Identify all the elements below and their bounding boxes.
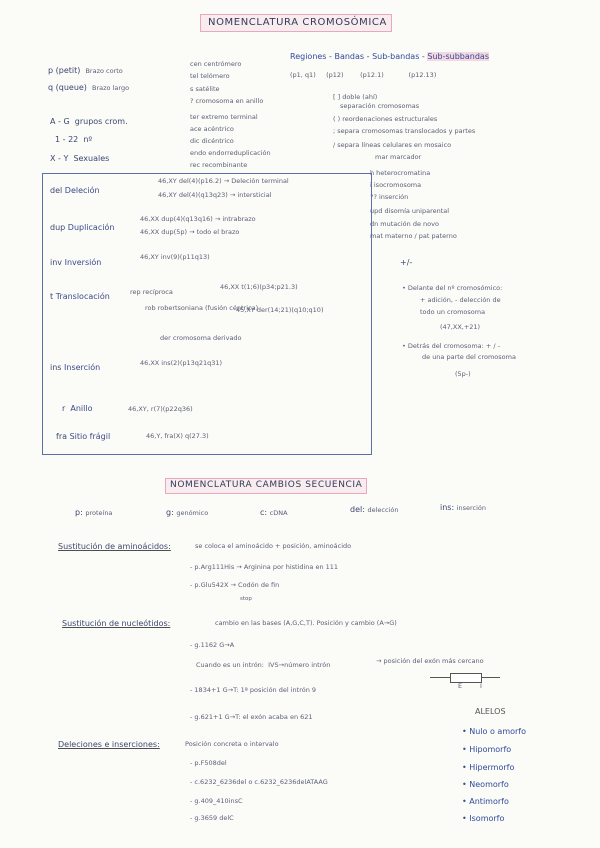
row-del-ex2: 46,XY del(4)(q13q23) → intersticial (158, 191, 272, 199)
del-item-1: - c.6232_6236del o c.6232_6236delATAAG (190, 778, 328, 786)
row-ins-ex1: 46,XX ins(2)(p13q21q31) (140, 359, 223, 367)
deletions-head: Deleciones e inserciones: (58, 740, 160, 749)
mid-endo: endo endorreduplicación (190, 149, 271, 157)
bullet2-ex: (5p-) (455, 370, 471, 378)
note-5: mar marcador (375, 153, 422, 161)
mid-dic: dic dicéntrico (190, 137, 234, 145)
alelo-5: • Isomorfo (462, 814, 505, 823)
exon-diagram: E I (430, 672, 500, 684)
sust-aa-stop: stop (240, 596, 252, 602)
del-item-0: - p.F508del (190, 759, 227, 767)
row-del: del Deleción (50, 186, 100, 195)
arm-q: q (queue) Brazo largo (48, 83, 130, 92)
alelo-4: • Antimorfo (462, 797, 509, 806)
mid-rec: rec recombinante (190, 161, 248, 169)
section-title-2: NOMENCLATURA CAMBIOS SECUENCIA (170, 480, 363, 490)
alelos-title: ALELOS (475, 707, 506, 716)
note-2: ( ) reordenaciones estructurales (333, 115, 438, 123)
mid-ring: ? cromosoma en anillo (190, 97, 264, 105)
row-inv-ex1: 46,XY inv(9)(p11q13) (140, 253, 210, 261)
row-ins: ins Inserción (50, 363, 101, 372)
note-4: / separa líneas celulares en mosaico (333, 141, 452, 149)
row-dup-ex2: 46,XX dup(5p) → todo el brazo (140, 228, 240, 236)
row-t: t Translocación (50, 292, 110, 301)
sust-nt-ex3: - g.621+1 G→T: el exón acaba en 621 (190, 713, 313, 721)
bullet2-a: de una parte del cromosoma (422, 353, 516, 361)
row-inv: inv Inversión (50, 258, 102, 267)
mid-s: s satélite (190, 85, 220, 93)
bullet1-a: + adición, - delección de (420, 296, 501, 304)
row-dup: dup Duplicación (50, 223, 115, 232)
sust-aa-head: Sustitución de aminoácidos: (58, 542, 171, 551)
mid-ter: ter extremo terminal (190, 113, 258, 121)
sust-nt-ex1: - g.1162 G→A (190, 641, 235, 649)
sust-aa-desc: se coloca el aminoácido + posición, aminoácido (195, 542, 352, 550)
row-dup-ex1: 46,XX dup(4)(q13q16) → intrabrazo (140, 215, 256, 223)
legend-p: p: proteína (75, 508, 113, 517)
row-der: der cromosoma derivado (160, 334, 242, 342)
sust-nt-head: Sustitución de nucleótidos: (62, 619, 171, 628)
alelo-1: • Hipomorfo (462, 745, 512, 754)
note-11: mat materno / pat paterno (370, 232, 457, 240)
row-fra-ex1: 46,Y, fra(X) q(27.3) (146, 432, 209, 440)
row-fra: fra Sitio frágil (56, 432, 111, 441)
row-t-ex2: 46,XX t(1;6)(p34;p21.3) (220, 283, 298, 291)
legend-ins: ins: inserción (440, 503, 487, 512)
note-3: ; separa cromosomas translocados y partes (333, 127, 476, 135)
note-8: ?? inserción (370, 193, 409, 201)
sust-nt-intron: Cuando es un intrón: IVS→número intrón (196, 661, 331, 669)
sust-aa-ex1: - p.Arg111His → Arginina por histidina en 111 (190, 563, 339, 571)
legend-c: c: cDNA (260, 508, 288, 517)
sust-nt-ex2: - 1834+1 G→T: 1ª posición del intrón 9 (190, 686, 317, 694)
signs: +/- (400, 258, 413, 267)
alelo-3: • Neomorfo (462, 780, 509, 789)
bullet1-b: todo un cromosoma (420, 308, 486, 316)
note-0: [ ] doble (ahí) (333, 93, 378, 101)
group-sex: X - Y Sexuales (50, 154, 110, 163)
mid-tel: tel telómero (190, 72, 230, 80)
del-item-3: - g.3659 delC (190, 814, 234, 822)
alelo-0: • Nulo o amorfo (462, 727, 527, 736)
page-title: NOMENCLATURA CROMOSÓMICA (208, 17, 387, 28)
row-r: r Anillo (62, 404, 93, 413)
row-t-ex1: rep recíproca (130, 288, 173, 296)
group-ag: A - G grupos crom. (50, 117, 128, 126)
alelo-2: • Hipermorfo (462, 763, 515, 772)
mid-ace: ace acéntrico (190, 125, 234, 133)
note-7: i isocromosoma (370, 181, 422, 189)
row-rob-ex1: 45,XY der(14;21)(q10;q10) (236, 306, 324, 314)
sust-nt-exon-note: → posición del exón más cercano (376, 657, 484, 665)
note-10: dn mutación de novo (370, 220, 439, 228)
bullet1: • Delante del nº cromosómico: (402, 284, 503, 292)
deletions-desc: Posición concreta o intervalo (185, 740, 279, 748)
bullet1-ex: (47,XX,+21) (440, 323, 481, 331)
note-9: upd disomía uniparental (370, 207, 450, 215)
legend-del: del: delección (350, 505, 399, 514)
arm-p: p (petit) Brazo corto (48, 66, 123, 75)
legend-g: g: genómico (166, 508, 209, 517)
bullet2: • Detrás del cromosoma: + / - (402, 342, 501, 350)
group-num: 1 - 22 nº (55, 135, 93, 144)
regions-examples: (p1, q1) (p12) (p12.1) (p12.13) (290, 71, 437, 79)
regions-row: Regiones - Bandas - Sub-bandas - Sub-subbandas (290, 52, 489, 61)
sust-aa-ex2: - p.Glu542X → Codón de fin (190, 581, 280, 589)
row-del-ex1: 46,XY del(4)(p16.2) → Deleción terminal (158, 177, 289, 185)
note-6: h heterocromatina (370, 169, 431, 177)
del-item-2: - g.409_410insC (190, 797, 243, 805)
note-1: separación cromosomas (340, 102, 420, 110)
row-r-ex1: 46,XY, r(7)(p22q36) (128, 405, 193, 413)
sust-nt-desc: cambio en las bases (A,G,C,T). Posición y cambio (A→G) (215, 619, 397, 627)
row-rob: rob robertsoniana (fusión céntrica) (145, 304, 259, 312)
mid-cen: cen centrómero (190, 60, 242, 68)
